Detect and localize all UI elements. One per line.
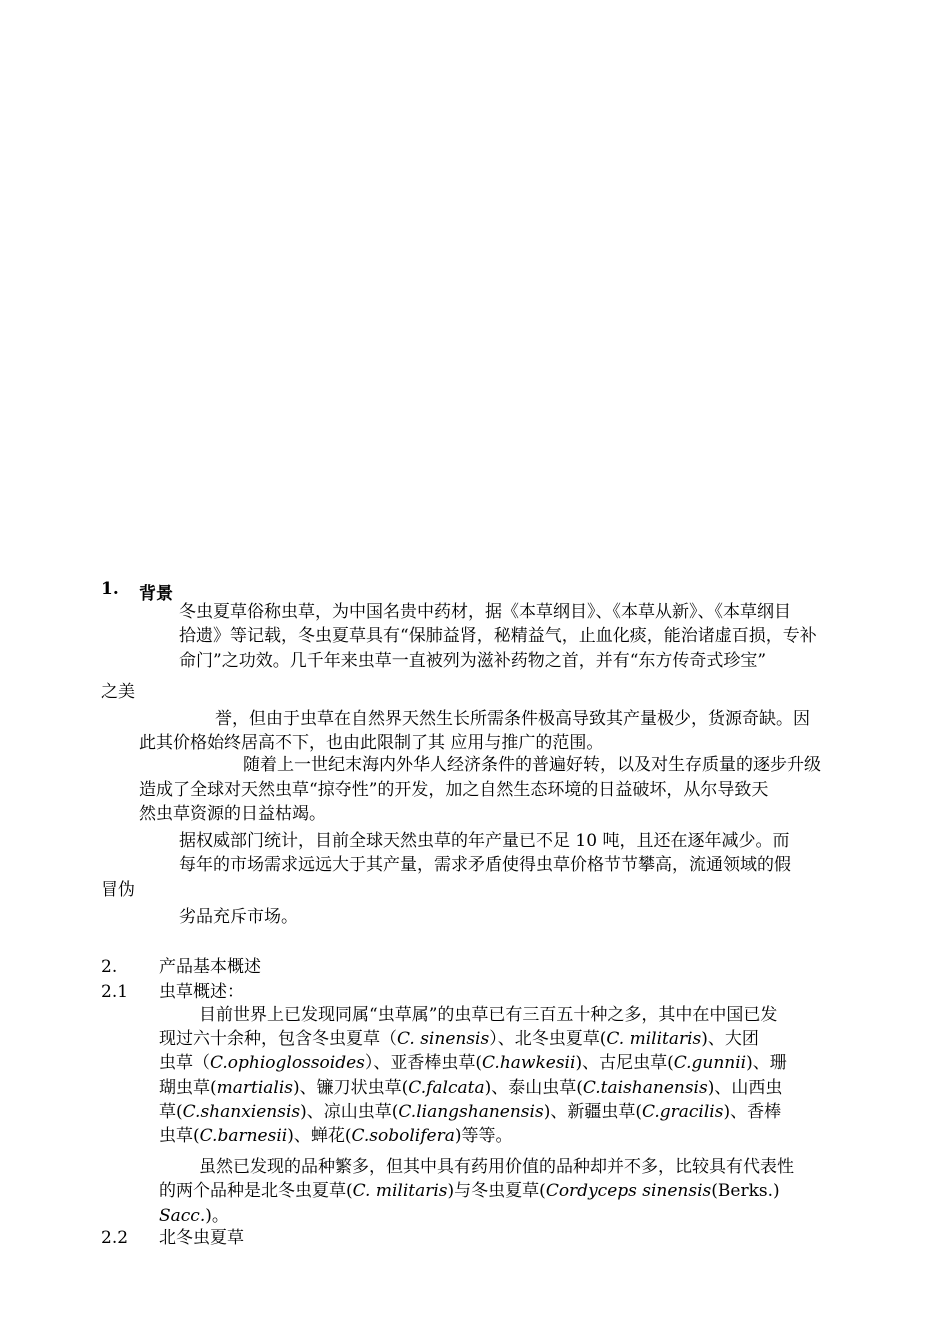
paragraph-line: 据权威部门统计，目前全球天然虫草的年产量已不足 10 吨，且还在逐年减少。而	[179, 831, 790, 851]
paragraph-line: 草(C.shanxiensis)、凉山虫草(C.liangshanensis)、新疆虫草(C.gracilis)、香棒	[159, 1102, 782, 1122]
paragraph-line: 瑚虫草(martialis)、镰刀状虫草(C.falcata)、泰山虫草(C.taishanensis)、山西虫	[159, 1078, 783, 1098]
species-name: C.taishanensis	[582, 1078, 708, 1098]
section-2-1-title: 虫草概述：	[159, 982, 244, 1002]
section-1-number: 1.	[101, 579, 119, 599]
species-name: Sacc.	[159, 1206, 206, 1226]
paragraph-line: 现过六十余种，包含冬虫夏草（C. sinensis）、北冬虫夏草(C. militaris)、大团	[159, 1029, 759, 1049]
species-name: C.hawkesii	[482, 1053, 576, 1073]
species-name: C. militaris	[352, 1181, 448, 1201]
species-name: Cordyceps sinensis	[545, 1181, 712, 1201]
section-2-2-number: 2.2	[101, 1228, 129, 1248]
paragraph-line: 虽然已发现的品种繁多，但其中具有药用价值的品种却并不多，比较具有代表性	[199, 1157, 794, 1177]
paragraph-line: 每年的市场需求远远大于其产量，需求矛盾使得虫草价格节节攀高，流通领域的假	[179, 855, 791, 875]
paragraph-line: 命门”之功效。几千年来虫草一直被列为滋补药物之首，并有“东方传奇式珍宝”	[179, 651, 767, 671]
section-2-title: 产品基本概述	[159, 957, 261, 977]
paragraph-line: 虫草(C.barnesii)、蝉花(C.sobolifera)等等。	[159, 1126, 513, 1146]
paragraph-line: 的两个品种是北冬虫夏草(C. militaris)与冬虫夏草(Cordyceps sinensis(Berks.)	[159, 1181, 780, 1201]
paragraph-line: 冒伪	[101, 880, 135, 900]
paragraph-line: 然虫草资源的日益枯竭。	[139, 804, 326, 824]
species-name: C.barnesii	[199, 1126, 288, 1146]
section-2-number: 2.	[101, 957, 118, 977]
paragraph-line: Sacc.)。	[159, 1206, 229, 1226]
paragraph-line: 劣品充斥市场。	[179, 907, 298, 927]
paragraph-line: 誉，但由于虫草在自然界天然生长所需条件极高导致其产量极少，货源奇缺。因	[215, 709, 810, 729]
section-2-1-number: 2.1	[101, 982, 129, 1002]
section-1-title: 背景	[139, 584, 173, 604]
section-2-2-title: 北冬虫夏草	[159, 1228, 244, 1248]
species-name: C.liangshanensis	[398, 1102, 544, 1122]
paragraph-line: 虫草（C.ophioglossoides）、亚香棒虫草(C.hawkesii)、古尼虫草(C.gunnii)、珊	[159, 1053, 787, 1073]
species-name: martialis	[216, 1078, 294, 1098]
species-name: C.ophioglossoides	[210, 1053, 365, 1073]
species-name: C.falcata	[408, 1078, 485, 1098]
species-name: C. militaris	[606, 1029, 702, 1049]
species-name: C.gunnii	[673, 1053, 747, 1073]
species-name: C. sinensis	[397, 1029, 490, 1049]
paragraph-line: 此其价格始终居高不下，也由此限制了其 应用与推广的范围。	[139, 733, 604, 753]
species-name: C.shanxiensis	[182, 1102, 301, 1122]
species-name: C.sobolifera	[351, 1126, 455, 1146]
paragraph-line: 拾遗》等记载，冬虫夏草具有“保肺益肾，秘精益气，止血化痰，能治诸虚百损，专补	[179, 626, 817, 646]
paragraph-line: 之美	[101, 682, 135, 702]
species-name: C.gracilis	[641, 1102, 724, 1122]
paragraph-line: 随着上一世纪末海内外华人经济条件的普遍好转，以及对生存质量的逐步升级	[243, 755, 821, 775]
paragraph-line: 目前世界上已发现同属“虫草属”的虫草已有三百五十种之多，其中在中国已发	[199, 1005, 778, 1025]
paragraph-line: 造成了全球对天然虫草“掠夺性”的开发，加之自然生态环境的日益破坏，从尔导致天	[139, 780, 769, 800]
paragraph-line: 冬虫夏草俗称虫草，为中国名贵中药材，据《本草纲目》、《本草从新》、《本草纲目	[179, 602, 791, 622]
